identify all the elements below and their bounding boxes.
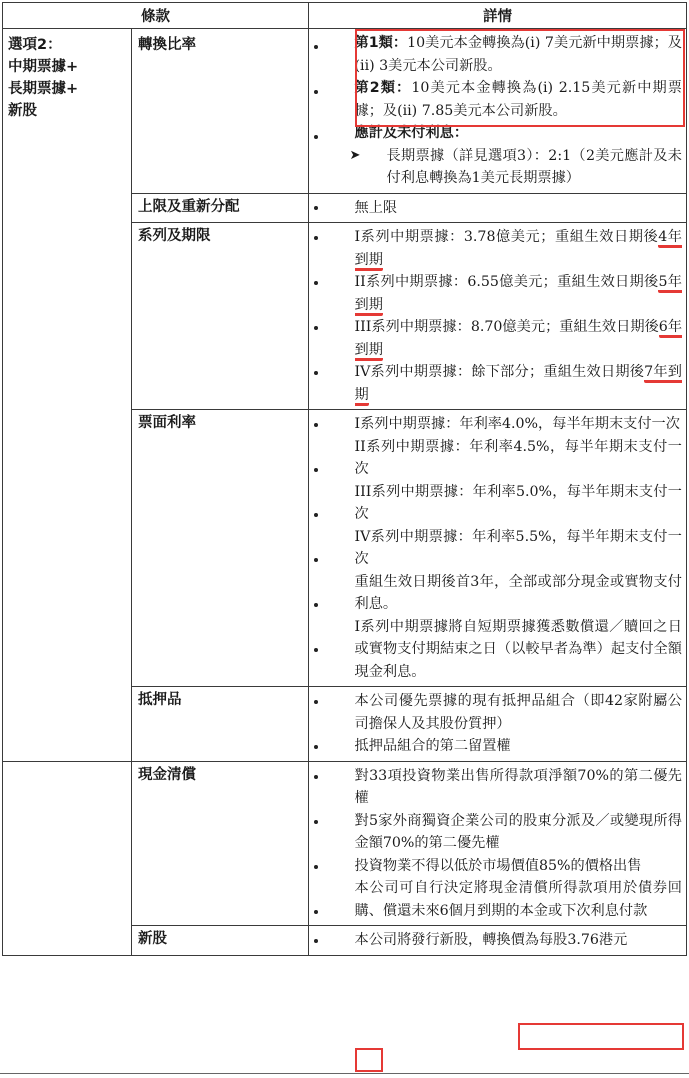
- series-details: [347, 223, 687, 410]
- arrow-bullet-icon: ➤: [349, 147, 361, 163]
- list-item: 第2類：10美元本金轉換為(i) 2.15美元新中期票據；及(ii) 7.85美元本公司新股。: [354, 80, 682, 119]
- list-item: I系列中期票據：3.78億美元；重組生效日期後4年到期: [347, 226, 683, 271]
- list-item: IV系列中期票據：年利率5.5%，每半年期末支付一次: [354, 528, 682, 567]
- cap-details: 無上限: [347, 193, 687, 223]
- option-label: 選項2： 中期票據+ 長期票據+ 新股: [3, 29, 132, 762]
- list-item: I系列中期票據將自短期票據獲悉數償還／贖回之日或實物支付期結束之日（以較早者為準）起支付全額現金利息。: [354, 618, 682, 680]
- term-series: 系列及期限: [132, 223, 309, 410]
- collateral-details: [347, 687, 687, 762]
- term-cap: 上限及重新分配: [132, 193, 309, 223]
- bullets: [309, 687, 347, 762]
- coupon-details: [347, 410, 687, 687]
- list-item: II系列中期票據：年利率4.5%，每半年期末支付一次: [354, 438, 682, 477]
- underline-mark: 4年到期: [355, 229, 683, 271]
- list-item-sub: ➤ 長期票據（詳見選項3）：2:1（2美元應計及未付利息轉換為1美元長期票據）: [347, 145, 683, 190]
- table-header: [3, 3, 687, 29]
- list-item: 第1類：10美元本金轉換為(i) 7美元新中期票據；及(ii) 3美元本公司新股。: [354, 35, 682, 74]
- underline-mark: 7年到期: [355, 364, 683, 406]
- list-item: 本公司將發行新股，轉換價為每股3.76港元: [354, 932, 628, 948]
- list-item: III系列中期票據：8.70億美元；重組生效日期後6年到期: [347, 316, 683, 361]
- bullets: [309, 410, 347, 687]
- row-conversion: [3, 29, 687, 194]
- option-blank-cell: [3, 761, 132, 955]
- conversion-price-highlight: 轉換價為每股3.76港元: [482, 932, 628, 948]
- list-item: III系列中期票據：年利率5.0%，每半年期末支付一次: [354, 483, 682, 522]
- term-new-shares: 新股: [132, 926, 309, 956]
- list-item: 重組生效日期後首3年，全部或部分現金或實物支付利息。: [354, 573, 682, 612]
- bullets: [309, 193, 347, 223]
- list-item: II系列中期票據：6.55億美元；重組生效日期後5年到期: [347, 271, 683, 316]
- list-item: 對5家外商獨資企業公司的股東分派及／或變現所得金額70%的第二優先權: [354, 812, 682, 851]
- list-item: 投資物業不得以低於市場價值85%的價格出售: [354, 857, 642, 874]
- list-item: I系列中期票據：年利率4.0%，每半年期末支付一次: [354, 416, 680, 432]
- header-details: 詳情: [309, 3, 687, 29]
- bullets: [309, 926, 347, 956]
- new-shares-details: [347, 926, 687, 956]
- term-conversion: 轉換比率: [132, 29, 309, 194]
- highlight-box-price-line1: [518, 1023, 684, 1050]
- list-item: 對33項投資物業出售所得款項淨額70%的第二優先權: [354, 767, 682, 806]
- highlight-box-price-line2: [355, 1048, 383, 1072]
- list-item: 本公司優先票據的現有抵押品組合（即42家附屬公司擔保人及其股份質押）: [354, 693, 682, 732]
- bullets: [309, 761, 347, 926]
- conversion-details: [347, 29, 687, 194]
- terms-table-page: [2, 2, 686, 956]
- list-item: 抵押品組合的第二留置權: [354, 738, 511, 754]
- bullets: [309, 29, 347, 194]
- list-item: IV系列中期票據：餘下部分；重組生效日期後7年到期: [347, 361, 683, 406]
- page-bottom-rule: [0, 1073, 689, 1074]
- term-collateral: 抵押品: [132, 687, 309, 762]
- row-cash-sweep: [3, 761, 687, 926]
- underline-mark: 5年到期: [355, 274, 683, 316]
- cash-sweep-details: [347, 761, 687, 926]
- list-item: 應計及未付利息：: [354, 125, 469, 141]
- bullets: [309, 223, 347, 410]
- term-coupon: 票面利率: [132, 410, 309, 687]
- header-terms: 條款: [3, 3, 309, 29]
- term-cash-sweep: 現金清償: [132, 761, 309, 926]
- list-item: 本公司可自行決定將現金清償所得款項用於債券回購、償還未來6個月到期的本金或下次利息付款: [354, 880, 682, 919]
- terms-table: [2, 2, 687, 956]
- underline-mark: 6年到期: [355, 319, 683, 361]
